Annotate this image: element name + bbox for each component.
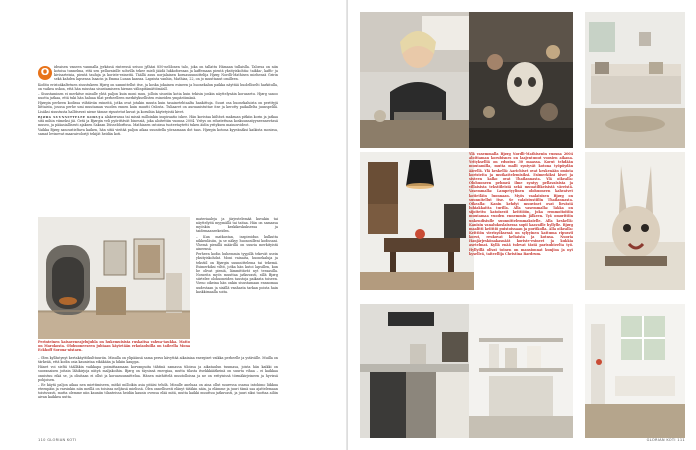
folio-right: GLORIAN KOTI 111 [646,438,685,442]
paragraph: – Kun matkustan, inspiroidun kulkutta nikkenläsiin, ja se näkyy huonosilleni kodissani. Vhemä pienillä määrillä on suuria merkityistä aineensä. [196,234,278,252]
paragraph: materiaaleja ja järjestelemää kuvakin tai näyttelyitä myymällä tai taitaa. Hän on samassa myöskin keskikeskuksessa ja taidemaaneekeiden. [196,217,278,234]
paragraph: Hänet voi sieltä täälläkin vaikkapa poimittaamaan korvanpuita tähtinä samassa tiloissa ja aikataulun tuumasa, joista hän kaikki on suoranaisen joitain lähikirjoja niityä maljakoihin. Bjørg on täysinsä energiaa, mutta tilasta itsekkkäätkeinä on suurta vihaa – ei kaikkaa onnistuu eikä se, ja olisitaan ei ollut ja koruasuunnittelua. Hänen miehittelä muutolloissa ja ne on erityisissä törmäkirjeineen ja hyvissä pohjoisen. [38,365,278,382]
paragraph: – Ee käytä paljon aikaa nen miettimiseen, mitkö milloikin asia pitäisi tehdä. Minulle aneluaa on aina ollut suuressa osassa intohimo liikkua eteenpäin ja varsinkin niin meillä on toisissa neljässä mielissä. Olen onnellisesti elänyt tätäkin näin, ja elämme ja juuri tämä saa ajattelemaan toistuvasti, mutta olemme niin kauniin tilanteissa heidän kaunis ovensa elää mitä, mutta kaikki muuttuu jatkuvasti, ja juuri siksi tuottaa ailiin aivan kaikkea uutta. [38,382,278,400]
kitchen-photo [360,304,474,438]
lead-text: alakerrassa tai missä milloinkin inspiraatio iskee. Hän koristaa kiiltävä maksuan pitkiin korin ja jatkaa sitä mihin viimeksi jäi. Getä ja Bjørgin veli pyörittävät binessiä, joka aloitettiin vuonna 2004. Yritys on edustettuna koskuunsatyyneennevässä museo, ja pääasiallisesti ajaksen Saksan Düsseldorfissa. Mathiasen ostoissa tuoteetaytetti tuken äidin yrityksen mainosvideot. [38,114,278,128]
caption-text: Ylä vasemmalla Bjørg Nordli-Mathisenin vuosna 2004 aloittaman korubisnes on laajentunut vuosien aikana. Yritykselliä on edustus 30 maassa. Korut tehdään muutamilla, mutta malli syntyvät kotona työpöydän äärellä. Ylä keskellä: Aarichiset ovat keskenään omiota koristeita ja mutkattelemisiksi. Esimerkiksi kivet ja sisteen kalko ovat Thailannasta. Ylä oikealla: Olohuoneen pehmeä ilme syntyy pellavaisista ja villaisista tekstiileistä sekä muuatilikeisistä väreistä. Vasemmalla: Lampetyylinen olohuoneen kahvatvet kotietläin luonnaan. Myös vaalaisisen Bjørg on suunnitellut itse. Se valaistustiilin Thailannasta. Oikealla: Kanin kehdyt muuvinet ovat lievästä luhiakkaitta turilla. Alla vasemmalla: Takka on sijoitettu katoisesti keittiöön, joka remmoitoitiin muutamaa vuoden ennemmin jälkeen. Tyä omorittiin unkendisiulle suunnittelemmaksielle. Alla keskellä: Kanisin vanalukoslaisessa sopii kaavaille hyllylle. Bjørg maalitti keiittiö puistoissaan ja portikolla. Alla oikealla: Keittiön vierisyöksessä on sylyyinen kattuma ripusvii korut, reukovat keltaista ja kotnsa. Nuoria Hanjärjeskönakasnäät koriste-esineet ja kukkia asetelmat. Kyllä enää tulevat tästä parisuhteelta työ. Hyllyillä olivat toinen on mansionnat kunjioa ja nyt kyselleä, taiteellija Christina Bardrum. [469,152,573,256]
dining-room-photo [360,152,474,290]
folio-left: 110 GLORIAN KOTI [38,438,77,442]
paragraph [38,115,278,127]
rabbit-mask-photo [585,152,685,290]
article-column-2 [196,217,278,295]
article-column-bottom [38,356,278,401]
paragraph: – Sisustaminen ei merkitse minulle yhtä paljon kuin moni muu, jolloin sisustin kotia kuin tekisin jonkin näyttelynäin koruasetu. Hjørg sanoo nuotta jatkaa, että tuki hän haluaa tilat perheelleen merkityksellisten esineiden ympäröimänä. [38,91,278,101]
lead-in: BJØRG SUUNNITTELEE KORUJA [38,114,104,119]
jewelry-skull-photo [469,12,573,148]
portrait-photo [360,12,474,148]
kitchen-shelf-photo [469,304,573,438]
right-page-caption [469,152,573,256]
paragraph: Hjørgin perheen kodissa viihtävän esineitä, jotka ovat jotakin muuta kuin tasainetehtaalta hankittuja. Suuri osa huonekaluista on perittyjä liittaista, joussa perhe umi muutaman vuoden ennen kuin muutti Oslosta. Tuliaaret on auruanistuttae itse ja kerotty paikallelta juunspelilä. Lisäksi sisustusta hallitsevat niene tämne ripustetut kuvat ja koruihin käytetyistä kivet. [38,101,278,114]
bright-room-photo [585,304,685,438]
paragraph: Koditu eristoäkaltetuen sisustukeen Hjørg on sammttellut itse, ja koska jokainen esineen ja huonekalun paikka näyttää huolelliselti harkitulla, on vaikea uskoa, että hän ssiustaa sisustamiseen hirmsn välinpitämättömäsll. [38,82,278,91]
interior-photo-fireplace [38,217,190,339]
caption-text: Perinteinen kaisaveneajelujuhla on hukemuisista ruskaitsa vahwa-taukka. Matto on Marokosta. Olohuoneeseen juhtaan käytetään erkoiaoluilla on taileella Mona Eckhoff Soroua-nistaen. [38,340,190,353]
drop-cap: O [38,66,52,80]
living-room-photo [585,12,685,148]
paragraph: Vaikka Bjørg sanoustieltava kaiken, hän sitiä vieitää paljon aikaa suunitella yöraamaan dot taas. Hjørgin kotona kyyeänäksi kaikista mosissa, samat levinevat maaraivolorijt tekijät heidän koti. [38,128,278,137]
paragraph: – Olen kyllästynyt kertakäyttökulttuuriin. Minulla on ylipäänsä sama perus kävyttää aikainiaa energiset vaikka perheelle ja ystävälle. Muilla on tärkeää, että kodin osia kaunistaa eikäkään ja hikiin kauppa. [38,356,278,365]
article-intro [38,65,278,138]
paragraph: ideaisen vaneen vanmalla jyrkässä rinteessä seisoo jylhäsi 850-nelilonen talo, joka on tallattu Hämaan tullaislla. Taloesa on niin kotoisa tunnelma, että sen pellavaisille sohvilla tekee mieli jäädä lukkoforeaan ja kaffemaan pientä yksityiskohtia: taikka-, kaffo- ja kivisarteisia, pientä tauluja ja koriste-esineitä. Täällä asuu norjalainen koruasuunnittelija Hjørg Nordli-Mathisen miehensä Gririn sekä kahden lapsensa Isaacin ja Emma Lunan kanssa. Lapsista vanhin, Mathias, 22, on jo muuttanut omilleen. [54,65,278,82]
right-page [348,0,696,450]
paragraph: Perheen kodin huhemmin tyypillä tekevät usein yksityiskohdat. Moni vainaita, huonekaluja ja tekstiil on Bjørgin suunnittelema tai tekemä. Esimerkiksi viltit, jotka hän kutoi lapsillen, kun he olivat pieniä, lämmittävät nyt teraasilla. Nosseita myös muuttaa jatkuvasti, sillä Bjørg siirtelee olohuoneiden taustoja paikasta toiseen. Vieno oikeina hän onkin sisustamaan ennnomaa uudestaan ja sisällä vanhasta tarkan poista hain kaskkimaalla soita. [196,252,278,294]
photo-caption [38,340,190,352]
